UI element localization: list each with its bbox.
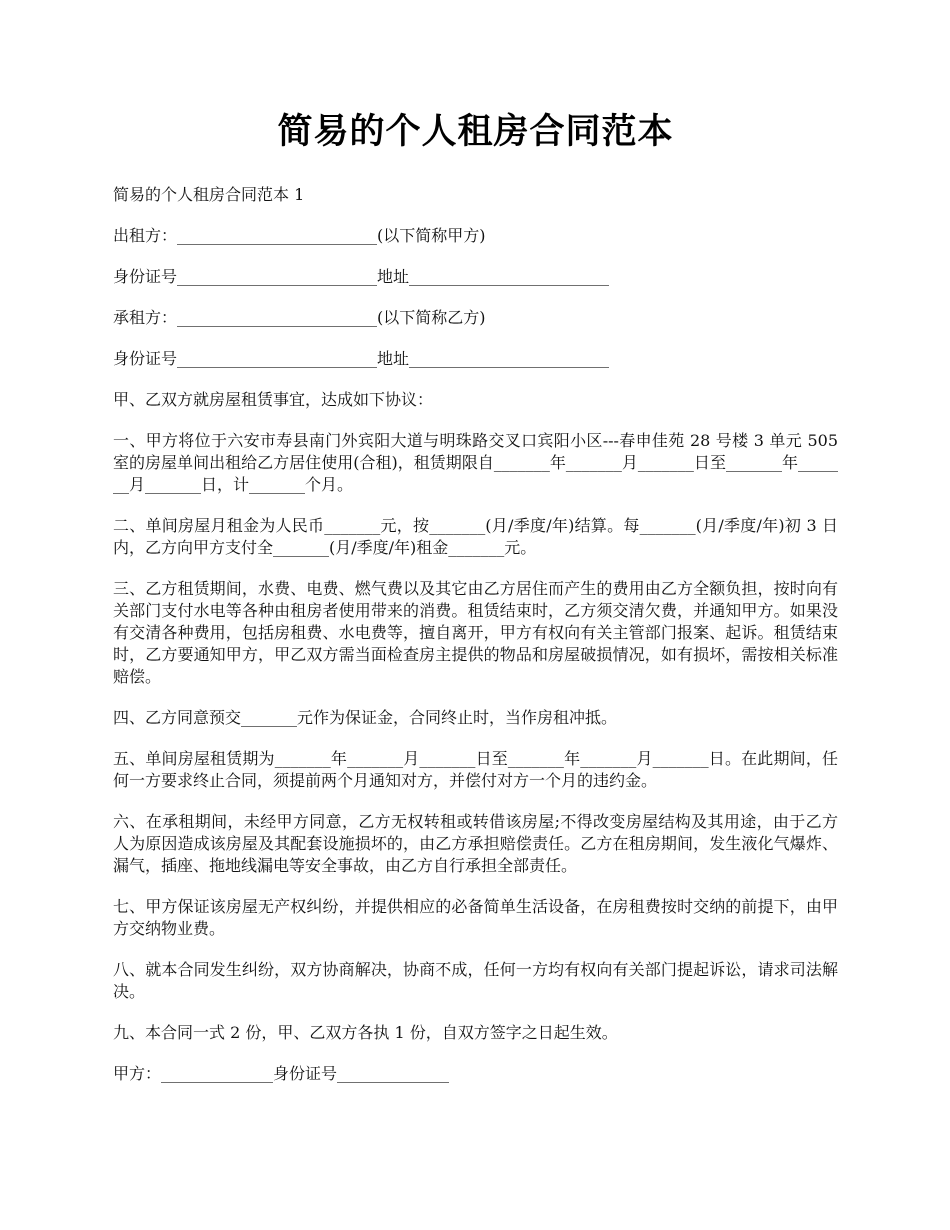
lessor-line: 出租方：_________________________(以下简称甲方) [113, 225, 486, 245]
clause-7: 七、甲方保证该房屋无产权纠纷，并提供相应的必备简单生活设备，在房租费按时交纳的前提下，由甲方交纳物业费。 [113, 896, 838, 938]
clause-1: 一、甲方将位于六安市寿县南门外宾阳大道与明珠路交叉口宾阳小区---春申佳苑 28 号楼 3 单元 505 室的房屋单间出租给乙方居住使用(合租)，租赁期限自_______年_______月_______日至_______年_______月_______日，计_______个月。 [113, 430, 844, 494]
clause-5: 五、单间房屋租赁期为_______年_______月_______日至_______年_______月_______日。在此期间，任何一方要求终止合同，须提前两个月通知对方，并偿付对方一个月的违约金。 [113, 748, 838, 790]
document-title: 简易的个人租房合同范本 [277, 111, 674, 152]
clause-8: 八、就本合同发生纠纷，双方协商解决，协商不成，任何一方均有权向有关部门提起诉讼，请求司法解决。 [113, 959, 838, 1001]
clause-3: 三、乙方租赁期间，水费、电费、燃气费以及其它由乙方居住而产生的费用由乙方全额负担，按时向有关部门支付水电等各种由租房者使用带来的消费。租赁结束时，乙方须交清欠费，并通知甲方。如果没有交清各种费用，包括房租费、水电费等，擅自离开，甲方有权向有关主管部门报案、起诉。租赁结束时，乙方要通知甲方，甲乙双方需当面检查房主提供的物品和房屋破损情况，如有损坏，需按相关标准赔偿。 [113, 578, 838, 686]
lessee-id-address-line: 身份证号_________________________地址_________________________ [113, 348, 610, 368]
lessee-line: 承租方：_________________________(以下简称乙方) [113, 307, 486, 327]
clause-9: 九、本合同一式 2 份，甲、乙双方各执 1 份，自双方签字之日起生效。 [113, 1022, 618, 1042]
clause-4: 四、乙方同意预交_______元作为保证金，合同终止时，当作房租冲抵。 [113, 707, 618, 727]
clause-2: 二、单间房屋月租金为人民币_______元，按_______(月/季度/年)结算。每_______(月/季度/年)初 3 日内，乙方向甲方支付全_______(月/季度/年)租金_______元。 [113, 515, 838, 557]
lessor-id-address-line: 身份证号_________________________地址_________________________ [113, 266, 610, 286]
agreement-intro: 甲、乙双方就房屋租赁事宜，达成如下协议： [113, 389, 434, 409]
clause-6: 六、在承租期间，未经甲方同意，乙方无权转租或转借该房屋;不得改变房屋结构及其用途，由于乙方人为原因造成该房屋及其配套设施损坏的，由乙方承担赔偿责任。乙方在租房期间，发生液化气爆炸、漏气，插座、拖地线漏电等安全事故，由乙方自行承担全部责任。 [113, 811, 838, 875]
signature-line: 甲方：______________身份证号______________ [113, 1063, 450, 1083]
document-subtitle: 简易的个人租房合同范本 1 [113, 184, 305, 204]
